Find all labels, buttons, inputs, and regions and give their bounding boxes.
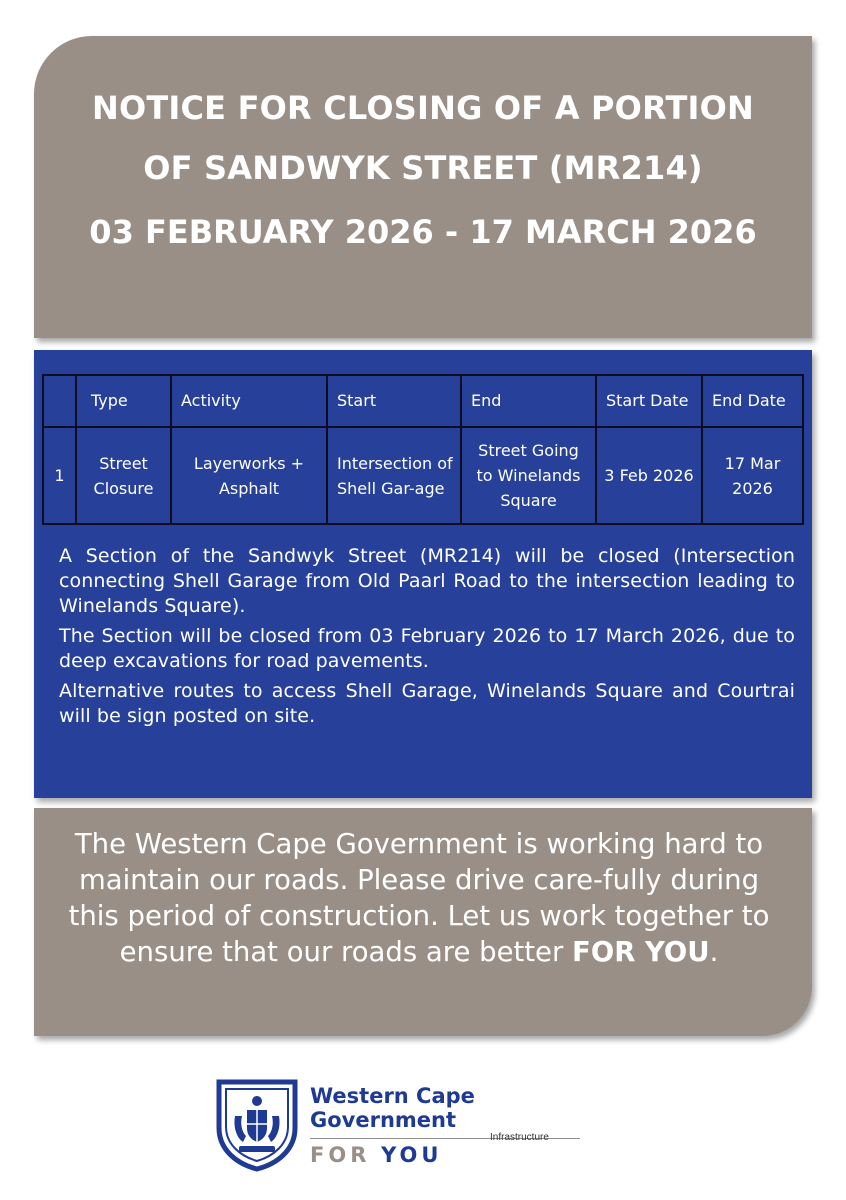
body-paragraph-1: A Section of the Sandwyk Street (MR214) will be closed (Intersection connecting Shell Garage from Old Paarl Road to the intersection leading to Winelands Square). — [59, 545, 795, 617]
footer-message — [54, 826, 784, 970]
body-paragraph-3: Alternative routes to access Shell Garage, Winelands Square and Courtrai will be sign posted on site. — [59, 680, 795, 727]
footer-message-text: The Western Cape Government is working hard to maintain our roads. Please drive care-fully during this period of construction. Let us work together to ensure that our roads are better — [68, 828, 770, 968]
row-number: 1 — [43, 427, 76, 524]
closure-table — [42, 374, 804, 525]
body-paragraph-2: The Section will be closed from 03 February 2026 to 17 March 2026, due to deep excavations for road pavements. — [59, 625, 795, 672]
header-end: End — [461, 375, 596, 427]
coat-of-arms-icon — [209, 1076, 305, 1172]
tagline-for: FOR — [310, 1143, 371, 1167]
row-end: Street Going to Winelands Square — [461, 427, 596, 524]
header-type: Type — [76, 375, 171, 427]
department-name: Infrastructure — [490, 1132, 549, 1143]
title-line-2: OF SANDWYK STREET (MR214) — [143, 149, 703, 187]
row-start: Intersection of Shell Gar-age — [327, 427, 461, 524]
wcg-logo — [209, 1076, 609, 1176]
row-start-date: 3 Feb 2026 — [596, 427, 702, 524]
details-panel — [34, 350, 812, 798]
header-end-date: End Date — [702, 375, 803, 427]
row-type: Street Closure — [76, 427, 171, 524]
table-row — [43, 427, 803, 524]
title-line-1: NOTICE FOR CLOSING OF A PORTION — [91, 89, 754, 127]
notice-title — [34, 36, 812, 198]
logo-line-2: Government — [310, 1108, 457, 1132]
header-activity: Activity — [171, 375, 327, 427]
header-number — [43, 375, 76, 427]
footer-emphasis: FOR YOU — [572, 936, 710, 968]
header-start-date: Start Date — [596, 375, 702, 427]
header-start: Start — [327, 375, 461, 427]
closure-dates: 03 FEBRUARY 2026 - 17 MARCH 2026 — [89, 213, 757, 251]
notice-body — [59, 544, 795, 729]
tagline-you: YOU — [381, 1143, 443, 1167]
row-activity: Layerworks + Asphalt — [171, 427, 327, 524]
notice-header — [34, 36, 812, 338]
footer-message-panel — [34, 808, 812, 1036]
logo-line-1: Western Cape — [310, 1084, 475, 1108]
table-header-row — [43, 375, 803, 427]
footer-end-punct: . — [709, 936, 719, 968]
logo-tagline — [310, 1142, 442, 1168]
row-end-date: 17 Mar 2026 — [702, 427, 803, 524]
